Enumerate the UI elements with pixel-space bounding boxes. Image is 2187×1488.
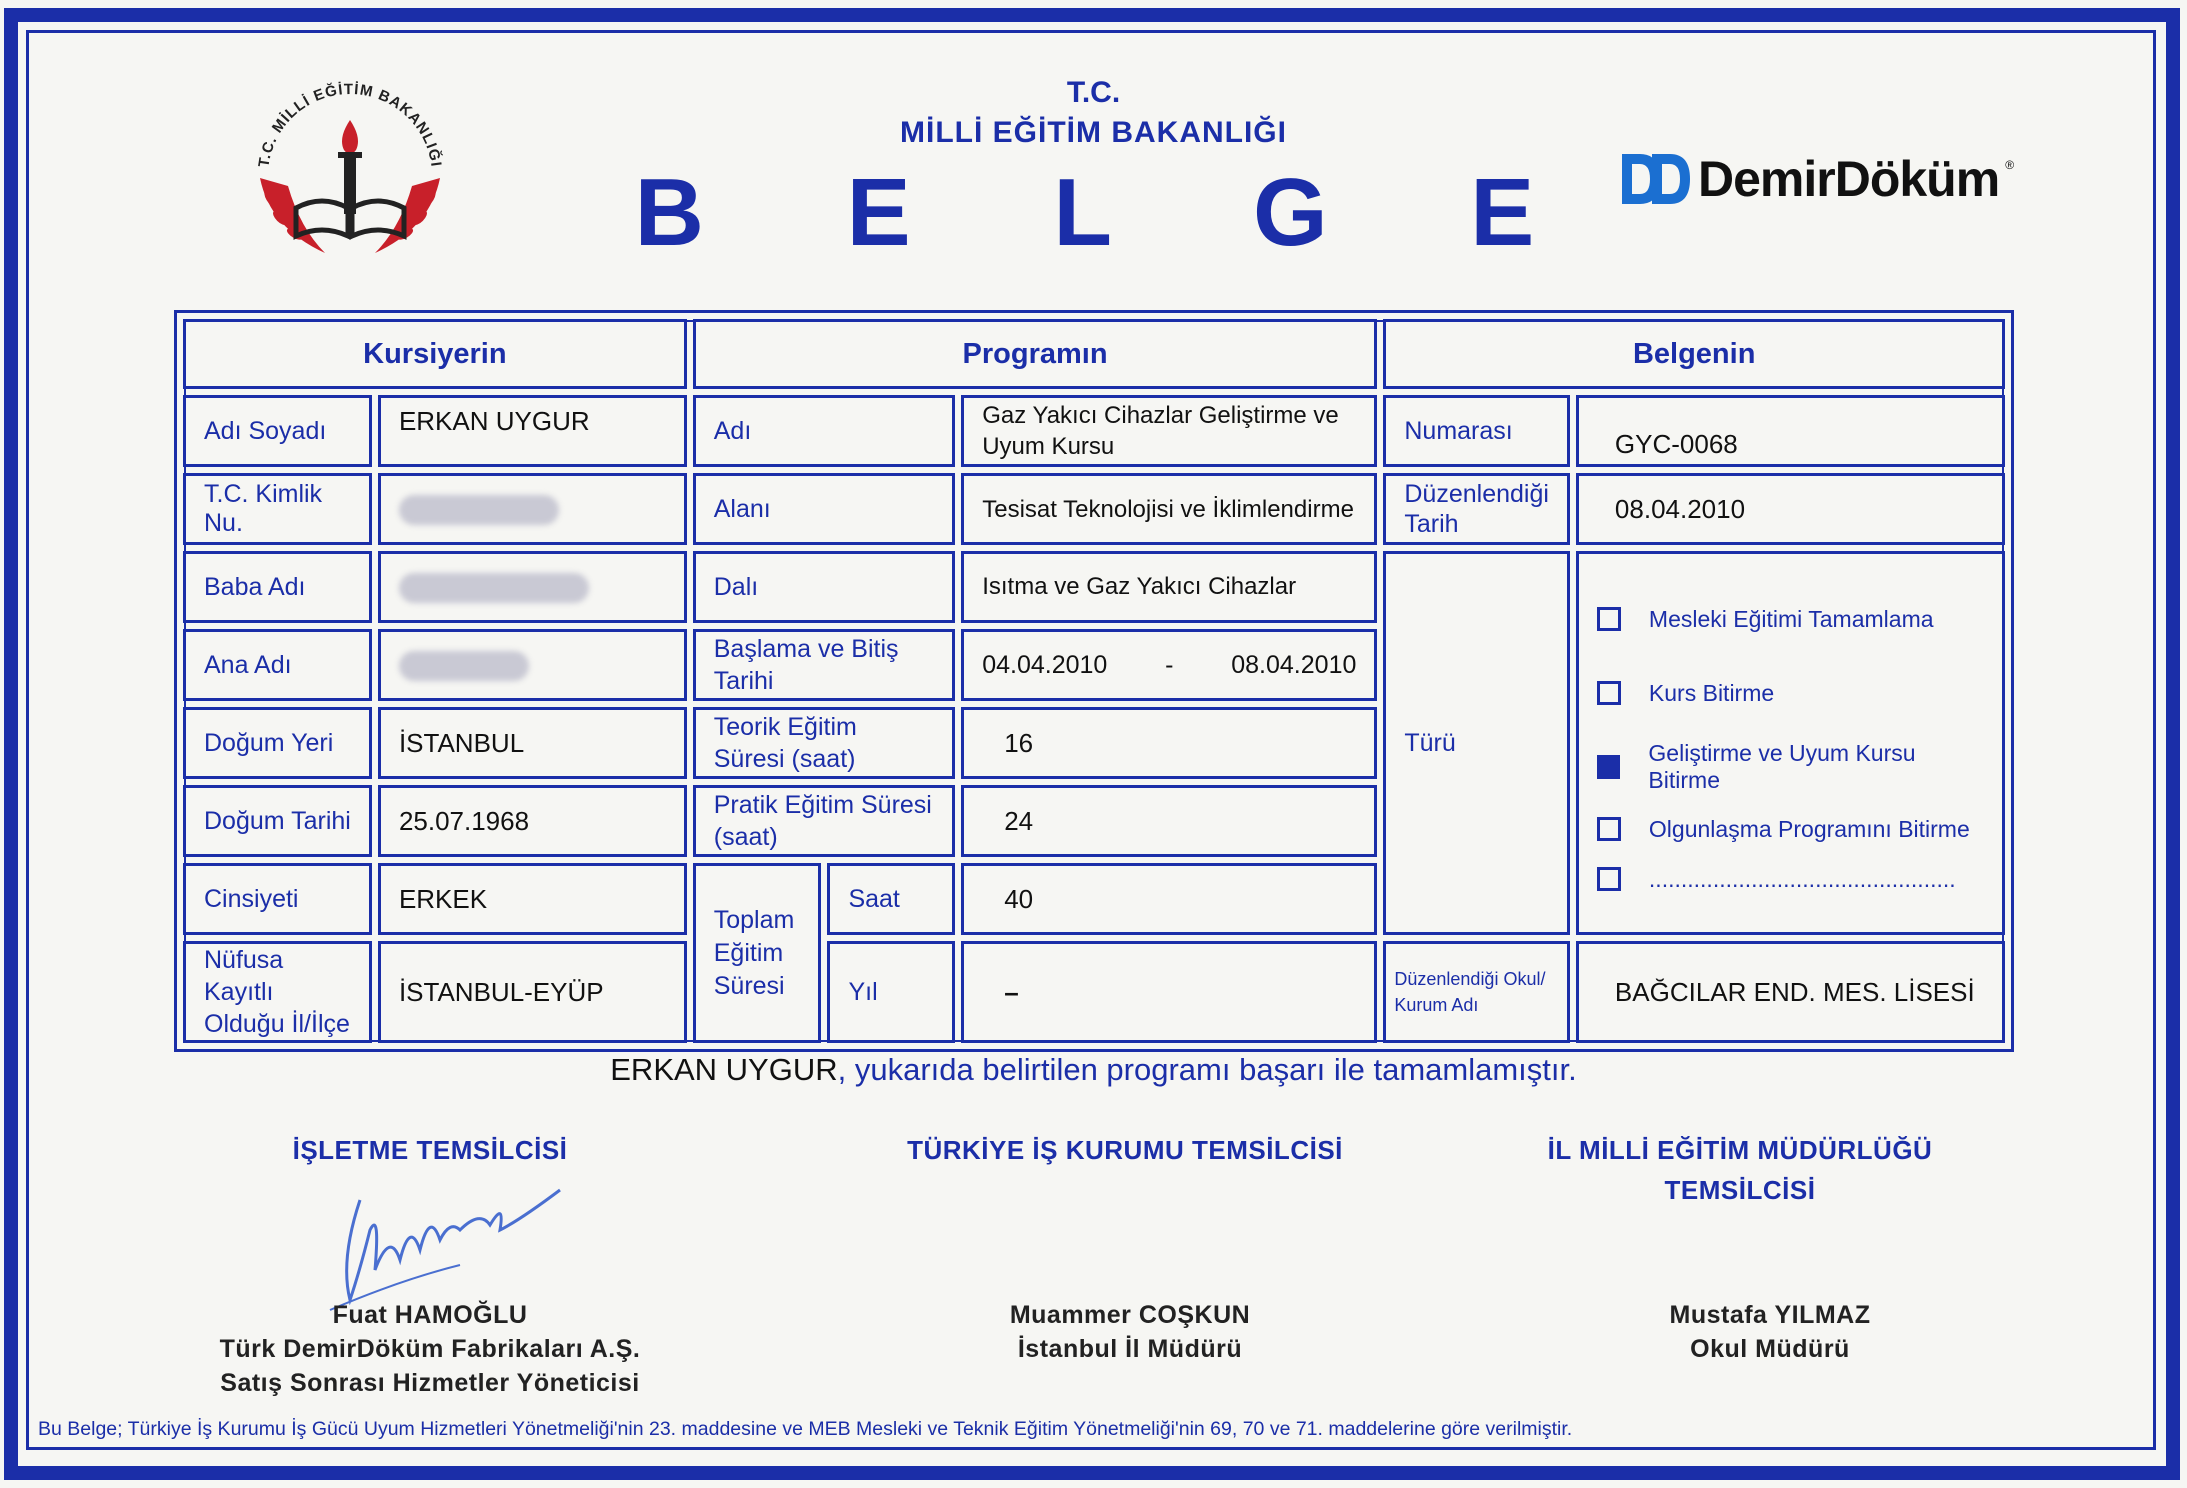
redaction-blur xyxy=(399,573,589,603)
practice-label: Pratik Eğitim Süresi (saat) xyxy=(693,785,955,857)
seal-text: T.C. MİLLİ EĞİTİM BAKANLIĞI xyxy=(255,80,445,169)
registered-mark: ® xyxy=(2005,158,2015,172)
signatory-middle xyxy=(900,1298,1360,1366)
signatory-right-title: Okul Müdürü xyxy=(1690,1335,1850,1363)
signatory-left xyxy=(200,1298,660,1400)
registry-value: İSTANBUL-EYÜP xyxy=(378,941,687,1043)
type-option-label: Olgunlaşma Programını Bitirme xyxy=(1648,815,1970,842)
signatory-middle-title: İstanbul İl Müdürü xyxy=(1017,1335,1243,1363)
hour-value: 40 xyxy=(961,863,1377,935)
header-tc: T.C. xyxy=(1066,76,1121,109)
gender-value: ERKEK xyxy=(378,863,687,935)
signature-heading-middle: TÜRKİYE İŞ KURUMU TEMSİLCİSİ xyxy=(907,1135,1343,1165)
number-label: Numarası xyxy=(1383,395,1570,467)
date-separator: - xyxy=(1165,650,1174,679)
col-header-certificate: Belgenin xyxy=(1383,319,2005,389)
dd-logo-icon xyxy=(1620,150,1692,208)
header-ministry: MİLLİ EĞİTİM BAKANLIĞI xyxy=(900,116,1287,149)
institution-value: BAĞCILAR END. MES. LİSESİ xyxy=(1576,941,2005,1043)
issue-date-value: 08.04.2010 xyxy=(1576,473,2005,545)
branch-label: Dalı xyxy=(693,551,955,623)
start-date: 04.04.2010 xyxy=(982,650,1108,679)
birthdate-value: 25.07.1968 xyxy=(378,785,687,857)
type-option xyxy=(1597,804,1984,854)
hour-label: Saat xyxy=(827,863,955,935)
theory-value: 16 xyxy=(961,707,1377,779)
mother-value-redacted xyxy=(378,629,687,701)
brand-name: DemirDöküm xyxy=(1698,151,2000,207)
signature-heading-right-line2: TEMSİLCİSİ xyxy=(1664,1175,1816,1205)
checkbox-icon xyxy=(1597,607,1621,631)
field-value: Tesisat Teknolojisi ve İklimlendirme xyxy=(961,473,1377,545)
redaction-blur xyxy=(399,651,529,681)
certificate-table xyxy=(174,310,2014,1052)
birthdate-label: Doğum Tarihi xyxy=(183,785,372,857)
dates-value xyxy=(961,629,1377,701)
completion-statement xyxy=(0,1052,2187,1088)
mother-label: Ana Adı xyxy=(183,629,372,701)
year-label: Yıl xyxy=(827,941,955,1043)
type-option-label: Mesleki Eğitimi Tamamlama xyxy=(1648,605,1934,632)
signature-heading-right xyxy=(1500,1130,1980,1210)
gender-label: Cinsiyeti xyxy=(183,863,372,935)
signatory-left-title2: Satış Sonrası Hizmetler Yöneticisi xyxy=(220,1369,640,1397)
total-duration-label: Toplam Eğitim Süresi xyxy=(693,863,822,1043)
practice-value: 24 xyxy=(961,785,1377,857)
demirdokum-logo xyxy=(1620,150,2014,208)
end-date: 08.04.2010 xyxy=(1231,650,1357,679)
type-option xyxy=(1597,656,1984,730)
tc-label: T.C. Kimlik Nu. xyxy=(183,473,372,545)
name-value: ERKAN UYGUR xyxy=(378,395,687,467)
program-name-label: Adı xyxy=(693,395,955,467)
institution-label: Düzenlendiği Okul/ Kurum Adı xyxy=(1383,941,1570,1043)
issue-date-label: Düzenlendiği Tarih xyxy=(1383,473,1570,545)
document-title: B E L G E xyxy=(634,159,1593,266)
type-option xyxy=(1597,582,1984,656)
type-label: Türü xyxy=(1383,551,1570,935)
registry-label: Nüfusa Kayıtlı Olduğu İl/İlçe xyxy=(183,941,372,1043)
field-label: Alanı xyxy=(693,473,955,545)
signatory-left-title1: Türk DemirDöküm Fabrikaları A.Ş. xyxy=(219,1335,641,1363)
checkbox-icon xyxy=(1597,817,1621,841)
col-header-trainee: Kursiyerin xyxy=(183,319,687,389)
type-options xyxy=(1576,551,2005,935)
birthplace-label: Doğum Yeri xyxy=(183,707,372,779)
signatory-right-name: Mustafa YILMAZ xyxy=(1669,1301,1871,1329)
completion-text: , yukarıda belirtilen programı başarı ile tamamlamıştır. xyxy=(837,1052,1577,1087)
completion-name: ERKAN UYGUR xyxy=(610,1052,838,1087)
name-label: Adı Soyadı xyxy=(183,395,372,467)
type-option-label: Kurs Bitirme xyxy=(1648,679,1775,706)
birthplace-value: İSTANBUL xyxy=(378,707,687,779)
type-option-label: Geliştirme ve Uyum Kursu Bitirme xyxy=(1648,740,1916,793)
checkbox-icon xyxy=(1597,681,1621,705)
signature-heading-right-line1: İL MİLLİ EĞİTİM MÜDÜRLÜĞÜ xyxy=(1547,1135,1933,1165)
legal-footer: Bu Belge; Türkiye İş Kurumu İş Gücü Uyum Hizmetleri Yönetmeliği'nin 23. maddesine ve MEB Mesleki ve Teknik Eğitim Yönetmeliği'nin 69, 70 ve 71. maddelerine göre verilmiştir. xyxy=(38,1418,1573,1440)
checkbox-icon xyxy=(1597,867,1621,891)
checkbox-checked-icon xyxy=(1597,755,1621,779)
year-value: – xyxy=(961,941,1377,1043)
branch-value: Isıtma ve Gaz Yakıcı Cihazlar xyxy=(961,551,1377,623)
number-value: GYC-0068 xyxy=(1576,395,2005,467)
redaction-blur xyxy=(399,495,559,525)
signatory-right xyxy=(1540,1298,2000,1366)
signatory-left-name: Fuat HAMOĞLU xyxy=(332,1301,528,1329)
col-header-program: Programın xyxy=(693,319,1378,389)
program-name-value: Gaz Yakıcı Cihazlar Geliştirme ve Uyum Kursu xyxy=(961,395,1377,467)
theory-label: Teorik Eğitim Süresi (saat) xyxy=(693,707,955,779)
type-option xyxy=(1597,854,1984,904)
signature-heading-left: İŞLETME TEMSİLCİSİ xyxy=(292,1135,568,1165)
father-value-redacted xyxy=(378,551,687,623)
father-label: Baba Adı xyxy=(183,551,372,623)
type-option-label: ................................................ xyxy=(1648,865,1956,892)
dates-label: Başlama ve Bitiş Tarihi xyxy=(693,629,955,701)
signatory-middle-name: Muammer COŞKUN xyxy=(1009,1301,1251,1329)
tc-value-redacted xyxy=(378,473,687,545)
type-option xyxy=(1597,730,1984,804)
